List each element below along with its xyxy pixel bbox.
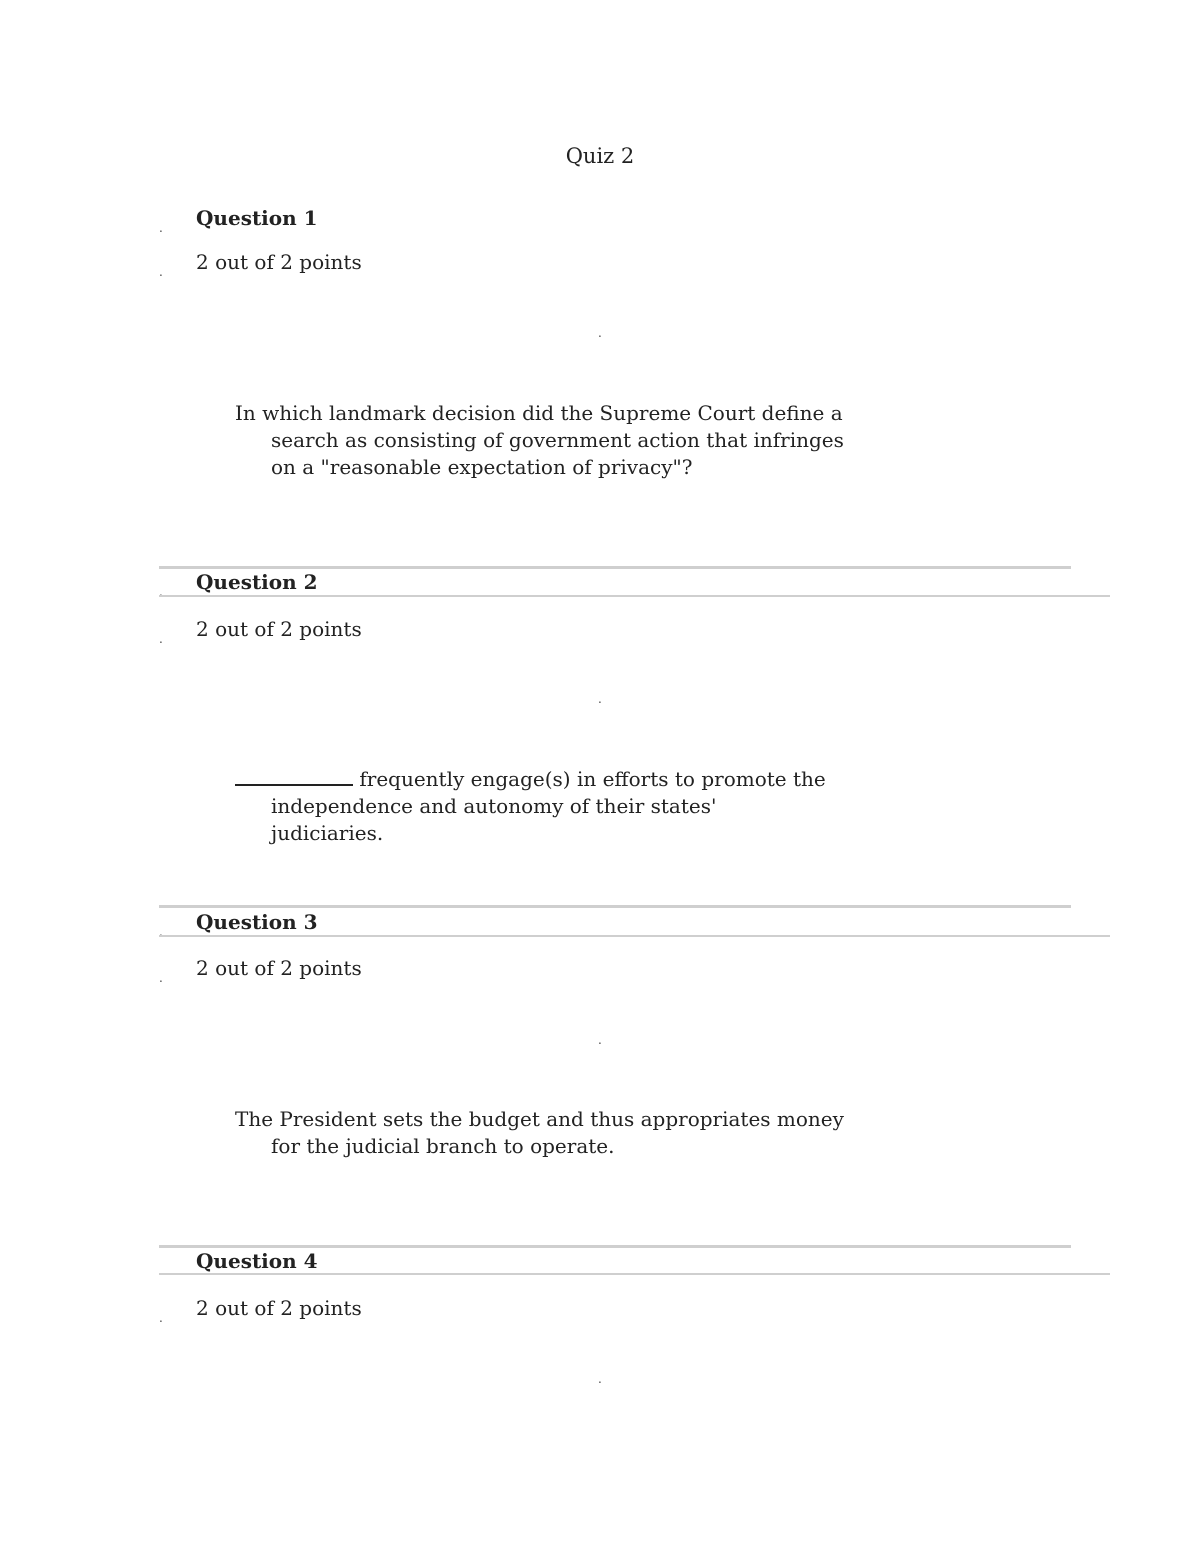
- bullet-mark: .: [159, 632, 163, 646]
- bullet-mark: .: [159, 265, 163, 279]
- answer-blank: [235, 766, 353, 786]
- question-3-text: The President sets the budget and thus appropriates money for the judicial branch to operate.: [235, 1107, 844, 1158]
- question-2-heading: Question 2: [196, 570, 318, 594]
- question-2-text: [235, 766, 835, 847]
- bullet-mark: .: [159, 1311, 163, 1325]
- bullet-mark: .: [159, 925, 163, 939]
- question-4-points: 2 out of 2 points: [196, 1296, 362, 1320]
- question-4-heading: Question 4: [196, 1249, 318, 1273]
- question-2-points: 2 out of 2 points: [196, 617, 362, 641]
- question-2-text-after-blank: frequently engage(s) in efforts to promote the independence and autonomy of their states' judiciaries.: [271, 767, 826, 845]
- bullet-mark: .: [159, 1264, 163, 1278]
- question-separator-top: [159, 905, 1071, 908]
- question-separator-bottom: [159, 595, 1110, 597]
- center-mark: .: [598, 1033, 602, 1047]
- question-3-points: 2 out of 2 points: [196, 956, 362, 980]
- question-2-text-block: [235, 766, 835, 847]
- center-mark: .: [598, 1372, 602, 1386]
- page-title: Quiz 2: [565, 144, 635, 168]
- question-separator-bottom: [159, 1273, 1110, 1275]
- center-mark: .: [598, 692, 602, 706]
- bullet-mark: .: [159, 971, 163, 985]
- bullet-mark: .: [159, 221, 163, 235]
- question-1-points: 2 out of 2 points: [196, 250, 362, 274]
- bullet-mark: .: [159, 585, 163, 599]
- question-3-text-block: [235, 1106, 875, 1160]
- question-1-text: In which landmark decision did the Supreme Court define a search as consisting of government action that infringes on a "reasonable expectation of privacy"?: [235, 401, 844, 479]
- question-3-heading: Question 3: [196, 910, 318, 934]
- question-separator-bottom: [159, 935, 1110, 937]
- question-1-text-block: [235, 400, 875, 481]
- question-1-heading: Question 1: [196, 206, 318, 230]
- center-mark: .: [598, 326, 602, 340]
